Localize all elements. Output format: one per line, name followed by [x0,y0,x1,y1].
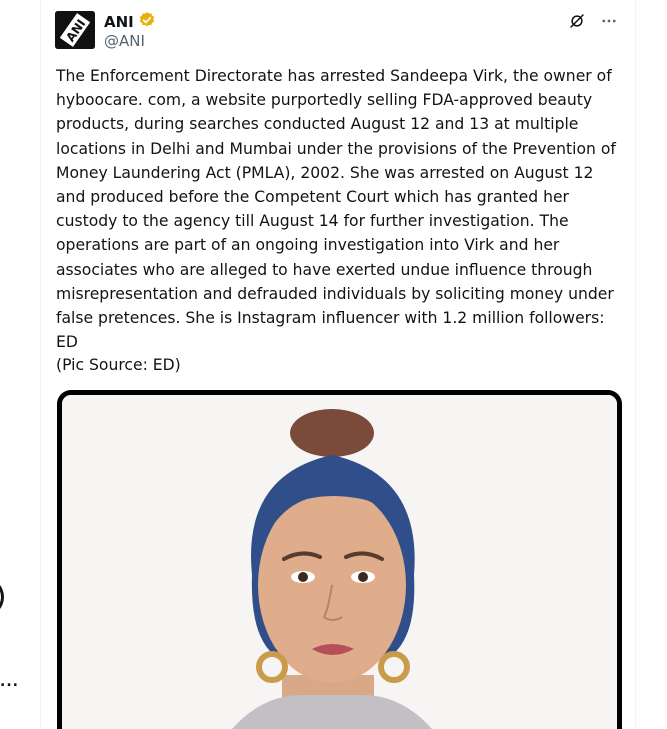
author-handle[interactable]: @ANI [104,32,145,50]
pic-source-text: (Pic Source: ED) [56,356,181,374]
display-name[interactable]: ANI [104,13,134,31]
tweet-header-actions [567,11,619,31]
verified-badge-icon [138,11,156,33]
tweet-media[interactable] [57,390,622,729]
left-column [0,0,40,729]
grok-icon[interactable] [567,11,587,31]
media-image [62,395,617,729]
partial-icon [0,577,4,617]
avatar[interactable] [55,11,95,49]
left-more-icon[interactable]: ... [0,674,19,690]
tweet-card [40,0,636,729]
more-icon[interactable] [599,11,619,31]
tweet-text: The Enforcement Directorate has arrested Sandeepa Virk, the owner of hyboocare. com, a website purportedly selling FDA-approved beauty products, during searches conducted August 12 and 13 at multiple locations in Delhi and Mumbai under the provisions of the Prevention of Money Laundering Act (PMLA), 2002. She was arrested on August 12 and produced before the Competent Court which has granted her custody to the agency till August 14 for further investigation. The operations are part of an ongoing investigation into Virk and her associates who are alleged to have exerted undue influence through misrepresentation and defrauded individuals by soliciting money under false pretences. She is Instagram influencer with 1.2 million followers: ED [56,67,621,352]
avatar-text: ANI [63,16,89,45]
author-name-row[interactable] [104,11,156,33]
